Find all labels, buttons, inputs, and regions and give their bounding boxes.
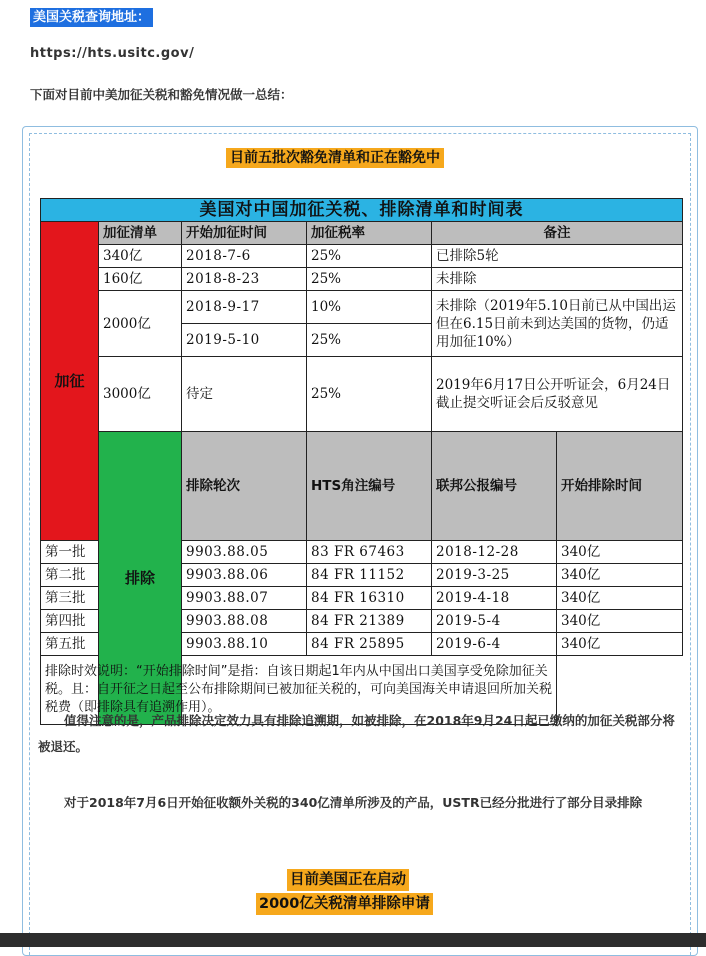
tariff-header-note: 备注	[432, 222, 683, 245]
tariff-cell-date-2: 2019-5-10	[182, 324, 307, 357]
tariff-cell-list: 3000亿	[99, 357, 182, 432]
tariff-cell-list: 2000亿	[99, 291, 182, 357]
exclusion-cell-hts: 9903.88.08	[182, 610, 307, 633]
exclusion-cell-list: 340亿	[557, 610, 683, 633]
intro-text: 下面对目前中美加征关税和豁免情况做一总结：	[30, 87, 293, 102]
tariff-cell-list: 160亿	[99, 268, 182, 291]
exclusion-cell-round: 第四批	[41, 610, 99, 633]
tariff-cell-date: 2018-7-6	[182, 245, 307, 268]
exclusion-cell-list: 340亿	[557, 633, 683, 656]
tariff-section-label: 加征	[41, 222, 99, 541]
exclusion-cell-hts: 9903.88.06	[182, 564, 307, 587]
table-title: 美国对中国加征关税、排除清单和时间表	[41, 199, 683, 222]
exclusion-header-date: 开始排除时间	[557, 432, 683, 541]
exclusion-cell-round: 第五批	[41, 633, 99, 656]
exclusion-note: 排除时效说明：“开始排除时间”是指：自该日期起1年内从中国出口美国享受免除加征关税。且：自开征之日起至公布排除期间已被加征关税的，可向美国海关申请退回所加关税税费（即排除具有追溯作用）。	[41, 656, 557, 725]
exclusion-cell-hts: 9903.88.10	[182, 633, 307, 656]
paragraph-retroactive: 值得注意的是，产品排除决定效力具有排除追溯期，如被排除，在2018年9月24日起已缴纳的加征关税部分将被退还。	[38, 713, 675, 754]
exclusion-cell-date: 2019-3-25	[432, 564, 557, 587]
exclusion-cell-list: 340亿	[557, 587, 683, 610]
tariff-cell-note: 未排除（2019年5.10日前已从中国出运但在6.15日前未到达美国的货物，仍适用加征10%）	[432, 291, 683, 357]
exclusion-cell-fr: 84 FR 11152	[307, 564, 432, 587]
exclusion-cell-round: 第二批	[41, 564, 99, 587]
tariff-cell-note: 2019年6月17日公开听证会，6月24日截止提交听证会后反驳意见	[432, 357, 683, 432]
exclusion-cell-fr: 84 FR 21389	[307, 610, 432, 633]
bottom-toolbar-bar	[0, 933, 706, 947]
tariff-cell-rate: 25%	[307, 268, 432, 291]
top-banner: 目前五批次豁免清单和正在豁免中	[226, 148, 444, 168]
exclusion-header-hts: HTS角注编号	[307, 432, 432, 541]
exclusion-cell-list: 340亿	[557, 541, 683, 564]
tariff-cell-note: 已排除5轮	[432, 245, 683, 268]
tariff-cell-rate-2: 25%	[307, 324, 432, 357]
tariff-cell-note: 未排除	[432, 268, 683, 291]
exclusion-section-label: 排除	[99, 432, 182, 725]
exclusion-cell-date: 2019-5-4	[432, 610, 557, 633]
tariff-table	[40, 198, 683, 725]
table-row	[41, 357, 683, 432]
tariff-cell-rate: 25%	[307, 357, 432, 432]
exclusion-cell-fr: 84 FR 16310	[307, 587, 432, 610]
exclusion-header-round: 排除轮次	[182, 432, 307, 541]
bottom-banner-line1: 目前美国正在启动	[287, 869, 409, 891]
query-address-label: 美国关税查询地址：	[30, 8, 153, 27]
table-row	[41, 268, 683, 291]
exclusion-cell-hts: 9903.88.07	[182, 587, 307, 610]
exclusion-cell-date: 2019-4-18	[432, 587, 557, 610]
tariff-table-image	[40, 198, 682, 715]
exclusion-header-fr: 联邦公报编号	[432, 432, 557, 541]
exclusion-cell-fr: 84 FR 25895	[307, 633, 432, 656]
hts-url-link[interactable]: https://hts.usitc.gov/	[30, 46, 195, 61]
exclusion-cell-date: 2019-6-4	[432, 633, 557, 656]
tariff-cell-list: 340亿	[99, 245, 182, 268]
tariff-header-date: 开始加征时间	[182, 222, 307, 245]
exclusion-cell-date: 2018-12-28	[432, 541, 557, 564]
paragraph-ustr-exclusions: 对于2018年7月6日开始征收额外关税的340亿清单所涉及的产品，USTR已经分批进行了部分目录排除	[64, 795, 643, 810]
tariff-header-list: 加征清单	[99, 222, 182, 245]
table-row	[41, 291, 683, 324]
exclusion-cell-list: 340亿	[557, 564, 683, 587]
tariff-cell-date: 2018-9-17	[182, 291, 307, 324]
exclusion-cell-round: 第三批	[41, 587, 99, 610]
exclusion-cell-fr: 83 FR 67463	[307, 541, 432, 564]
tariff-cell-rate: 25%	[307, 245, 432, 268]
tariff-cell-date: 2018-8-23	[182, 268, 307, 291]
tariff-cell-date: 待定	[182, 357, 307, 432]
tariff-cell-rate: 10%	[307, 291, 432, 324]
exclusion-cell-round: 第一批	[41, 541, 99, 564]
exclusion-cell-hts: 9903.88.05	[182, 541, 307, 564]
bottom-banner-line2: 2000亿关税清单排除申请	[256, 893, 433, 915]
tariff-header-rate: 加征税率	[307, 222, 432, 245]
table-row	[41, 245, 683, 268]
